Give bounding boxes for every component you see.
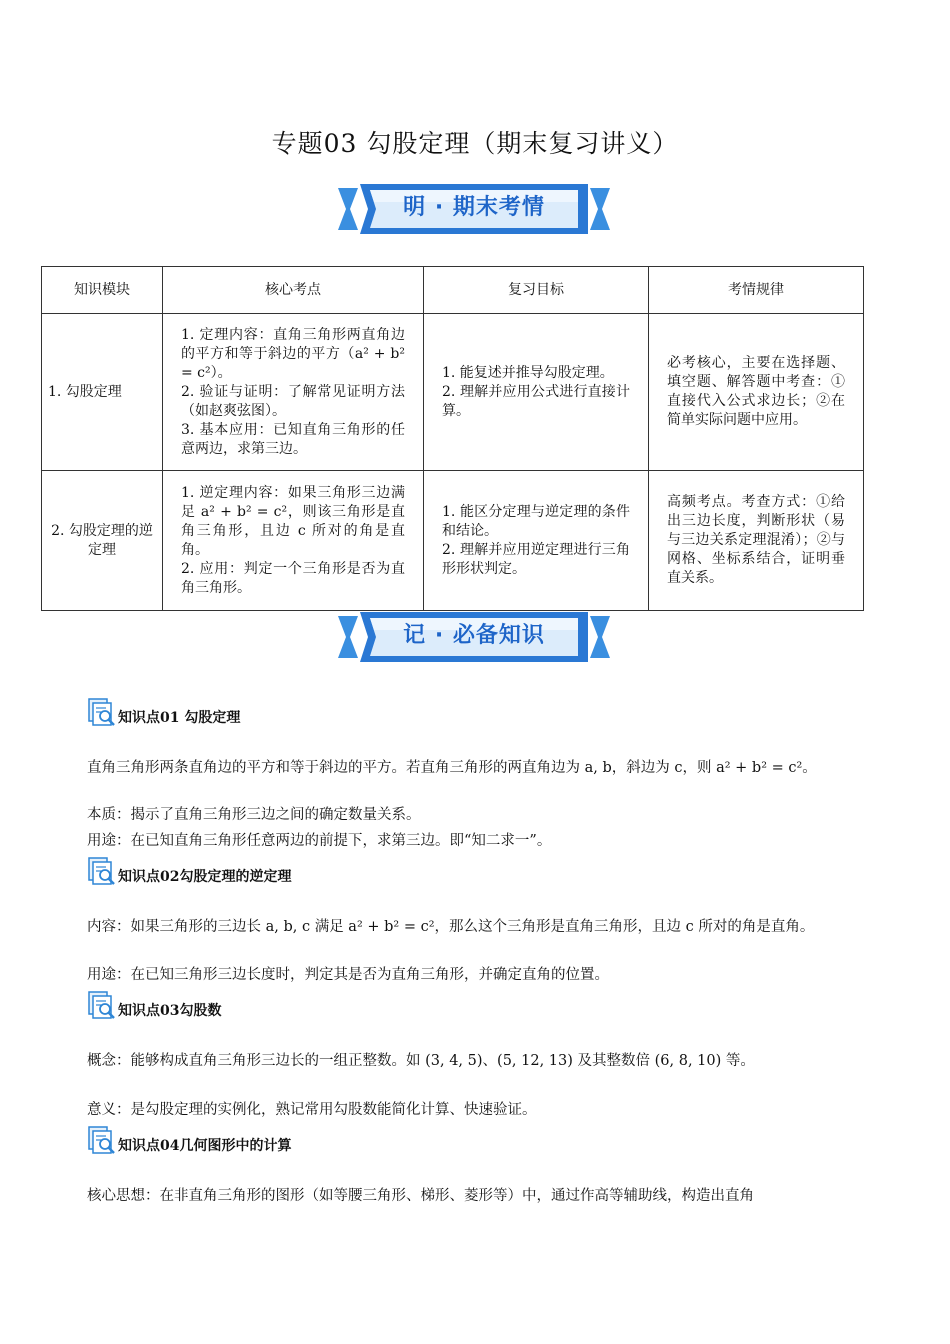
table-row [42,314,864,471]
magnifier-document-icon [87,990,117,1020]
banner-text: 记 · 必备知识 [403,623,545,648]
section-banner-essential-knowledge [338,610,610,664]
knowledge-point-title: 知识点01 勾股定理 [118,710,241,726]
knowledge-point-title: 知识点03勾股数 [118,1003,222,1019]
core-point: 2. 应用：判定一个三角形是否为直角三角形。 [181,560,405,596]
table-header-cell: 复习目标 [424,267,649,314]
knowledge-paragraph: 用途：在已知三角形三边长度时，判定其是否为直角三角形，并确定直角的位置。 [87,967,609,983]
goal-cell [424,314,649,471]
table-header-cell: 核心考点 [163,267,424,314]
module-cell: 2. 勾股定理的逆定理 [42,471,163,611]
magnifier-document-icon [87,856,117,886]
section-banner-exam-analysis [338,182,610,236]
knowledge-point-heading [87,1125,291,1155]
goal-point: 1. 能区分定理与逆定理的条件和结论。 [442,503,630,539]
banner-text: 明 · 期末考情 [403,195,545,220]
table-header-cell: 知识模块 [42,267,163,314]
knowledge-paragraph: 用途：在已知直角三角形任意两边的前提下，求第三边。即“知二求一”。 [87,833,552,849]
knowledge-paragraph: 核心思想：在非直角三角形的图形（如等腰三角形、梯形、菱形等）中，通过作高等辅助线，构造出直角 [87,1188,754,1204]
knowledge-paragraph: 本质：揭示了直角三角形三边之间的确定数量关系。 [87,807,421,823]
knowledge-paragraph: 直角三角形两条直角边的平方和等于斜边的平方。若直角三角形的两直角边为 a, b，斜边为 c，则 a² + b² = c²。 [87,760,817,776]
core-point: 3. 基本应用：已知直角三角形的任意两边，求第三边。 [181,421,405,457]
core-cell [163,471,424,611]
goal-point: 1. 能复述并推导勾股定理。 [442,364,614,381]
magnifier-document-icon [87,697,117,727]
pattern-text: 必考核心，主要在选择题、填空题、解答题中考查：①直接代入公式求边长；②在简单实际问题中应用。 [667,355,845,428]
pattern-cell [649,471,864,611]
table-header-row [42,267,864,314]
exam-analysis-table [41,266,864,611]
pattern-text: 高频考点。考查方式：①给出三边长度，判断形状（易与三边关系定理混淆）；②与网格、坐标系结合，证明垂直关系。 [667,494,845,586]
core-point: 1. 逆定理内容：如果三角形三边满足 a² + b² = c²，则该三角形是直角三角形，且边 c 所对的角是直角。 [181,484,405,558]
page-title: 专题03 勾股定理（期末复习讲义） [271,129,679,158]
goal-cell [424,471,649,611]
knowledge-paragraph: 内容：如果三角形的三边长 a, b, c 满足 a² + b² = c²，那么这个三角形是直角三角形，且边 c 所对的角是直角。 [87,919,815,935]
goal-point: 2. 理解并应用逆定理进行三角形形状判定。 [442,541,630,577]
core-point: 1. 定理内容：直角三角形两直角边的平方和等于斜边的平方（a² + b² = c²）。 [181,326,405,381]
pattern-cell [649,314,864,471]
goal-point: 2. 理解并应用公式进行直接计算。 [442,383,630,419]
magnifier-document-icon [87,1125,117,1155]
knowledge-point-heading [87,697,240,727]
table-row [42,471,864,611]
table-header-cell: 考情规律 [649,267,864,314]
knowledge-paragraph: 意义：是勾股定理的实例化，熟记常用勾股数能简化计算、快速验证。 [87,1102,537,1118]
knowledge-point-heading [87,990,221,1020]
core-cell [163,314,424,471]
module-cell: 1. 勾股定理 [42,314,163,471]
core-point: 2. 验证与证明：了解常见证明方法（如赵爽弦图）。 [181,383,405,419]
knowledge-point-title: 知识点02勾股定理的逆定理 [118,869,292,885]
knowledge-point-title: 知识点04几何图形中的计算 [118,1138,292,1154]
knowledge-point-heading [87,856,291,886]
knowledge-paragraph: 概念：能够构成直角三角形三边长的一组正整数。如 (3, 4, 5)、(5, 12, 13) 及其整数倍 (6, 8, 10) 等。 [87,1053,755,1069]
